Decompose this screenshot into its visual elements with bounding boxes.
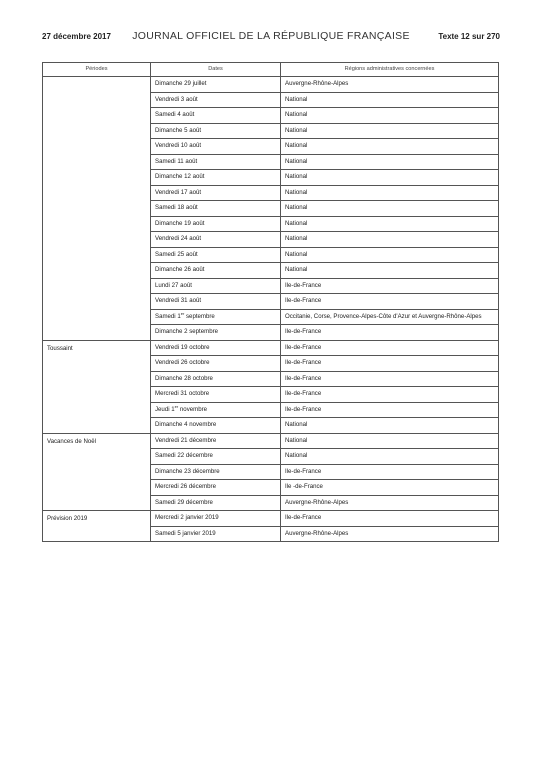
- page-header: [42, 30, 500, 46]
- date-cell: Vendredi 19 octobre: [151, 340, 281, 356]
- region-cell: Ile-de-France: [281, 356, 499, 372]
- region-cell: National: [281, 123, 499, 139]
- date-cell: Dimanche 26 août: [151, 263, 281, 279]
- date-cell: Dimanche 19 août: [151, 216, 281, 232]
- date-cell: Vendredi 3 août: [151, 92, 281, 108]
- table-row: [43, 77, 499, 93]
- date-cell: Vendredi 21 décembre: [151, 433, 281, 449]
- period-cell: Prévision 2019: [43, 511, 151, 542]
- header-journal-title: JOURNAL OFFICIEL DE LA RÉPUBLIQUE FRANÇAISE: [132, 30, 410, 42]
- date-cell: Dimanche 2 septembre: [151, 325, 281, 341]
- region-cell: National: [281, 185, 499, 201]
- region-cell: National: [281, 170, 499, 186]
- date-cell: Samedi 29 décembre: [151, 495, 281, 511]
- date-cell: Mercredi 26 décembre: [151, 480, 281, 496]
- region-cell: National: [281, 92, 499, 108]
- date-cell: Lundi 27 août: [151, 278, 281, 294]
- date-cell: Jeudi 1er novembre: [151, 402, 281, 418]
- region-cell: Ile-de-France: [281, 294, 499, 310]
- region-cell: Auvergne-Rhône-Alpes: [281, 77, 499, 93]
- region-cell: National: [281, 154, 499, 170]
- table-row: [43, 433, 499, 449]
- date-cell: Dimanche 29 juillet: [151, 77, 281, 93]
- region-cell: National: [281, 108, 499, 124]
- region-cell: Ile-de-France: [281, 387, 499, 403]
- date-cell: Samedi 18 août: [151, 201, 281, 217]
- date-cell: Vendredi 17 août: [151, 185, 281, 201]
- region-cell: Occitanie, Corse, Provence-Alpes-Côte d'Azur et Auvergne-Rhône-Alpes: [281, 309, 499, 325]
- date-cell: Mercredi 31 octobre: [151, 387, 281, 403]
- period-cell: Toussaint: [43, 340, 151, 433]
- dates-table: [42, 62, 499, 542]
- date-cell: Dimanche 12 août: [151, 170, 281, 186]
- date-cell: Vendredi 26 octobre: [151, 356, 281, 372]
- header-date: 27 décembre 2017: [42, 32, 111, 41]
- column-header-regions: Régions administratives concernées: [281, 63, 499, 77]
- period-cell: [43, 77, 151, 341]
- region-cell: Ile -de-France: [281, 480, 499, 496]
- region-cell: Ile-de-France: [281, 402, 499, 418]
- header-text-number: Texte 12 sur 270: [438, 32, 500, 41]
- period-cell: Vacances de Noël: [43, 433, 151, 511]
- region-cell: Auvergne-Rhône-Alpes: [281, 526, 499, 542]
- date-cell: Samedi 25 août: [151, 247, 281, 263]
- date-cell: Mercredi 2 janvier 2019: [151, 511, 281, 527]
- region-cell: National: [281, 247, 499, 263]
- table-row: [43, 340, 499, 356]
- date-cell: Vendredi 24 août: [151, 232, 281, 248]
- table-row: [43, 511, 499, 527]
- region-cell: National: [281, 418, 499, 434]
- region-cell: National: [281, 139, 499, 155]
- region-cell: Ile-de-France: [281, 511, 499, 527]
- region-cell: National: [281, 449, 499, 465]
- date-cell: Vendredi 31 août: [151, 294, 281, 310]
- column-header-dates: Dates: [151, 63, 281, 77]
- region-cell: National: [281, 216, 499, 232]
- region-cell: National: [281, 201, 499, 217]
- date-cell: Vendredi 10 août: [151, 139, 281, 155]
- region-cell: Auvergne-Rhône-Alpes: [281, 495, 499, 511]
- region-cell: National: [281, 433, 499, 449]
- column-header-periodes: Périodes: [43, 63, 151, 77]
- table-header-row: [43, 63, 499, 77]
- region-cell: National: [281, 263, 499, 279]
- date-cell: Samedi 4 août: [151, 108, 281, 124]
- date-cell: Samedi 5 janvier 2019: [151, 526, 281, 542]
- date-cell: Dimanche 5 août: [151, 123, 281, 139]
- date-cell: Samedi 1er septembre: [151, 309, 281, 325]
- region-cell: Ile-de-France: [281, 464, 499, 480]
- date-cell: Samedi 22 décembre: [151, 449, 281, 465]
- region-cell: Ile-de-France: [281, 278, 499, 294]
- date-cell: Samedi 11 août: [151, 154, 281, 170]
- table-body: [43, 77, 499, 542]
- region-cell: Ile-de-France: [281, 371, 499, 387]
- region-cell: Ile-de-France: [281, 325, 499, 341]
- region-cell: National: [281, 232, 499, 248]
- date-cell: Dimanche 23 décembre: [151, 464, 281, 480]
- date-cell: Dimanche 4 novembre: [151, 418, 281, 434]
- date-cell: Dimanche 28 octobre: [151, 371, 281, 387]
- region-cell: Ile-de-France: [281, 340, 499, 356]
